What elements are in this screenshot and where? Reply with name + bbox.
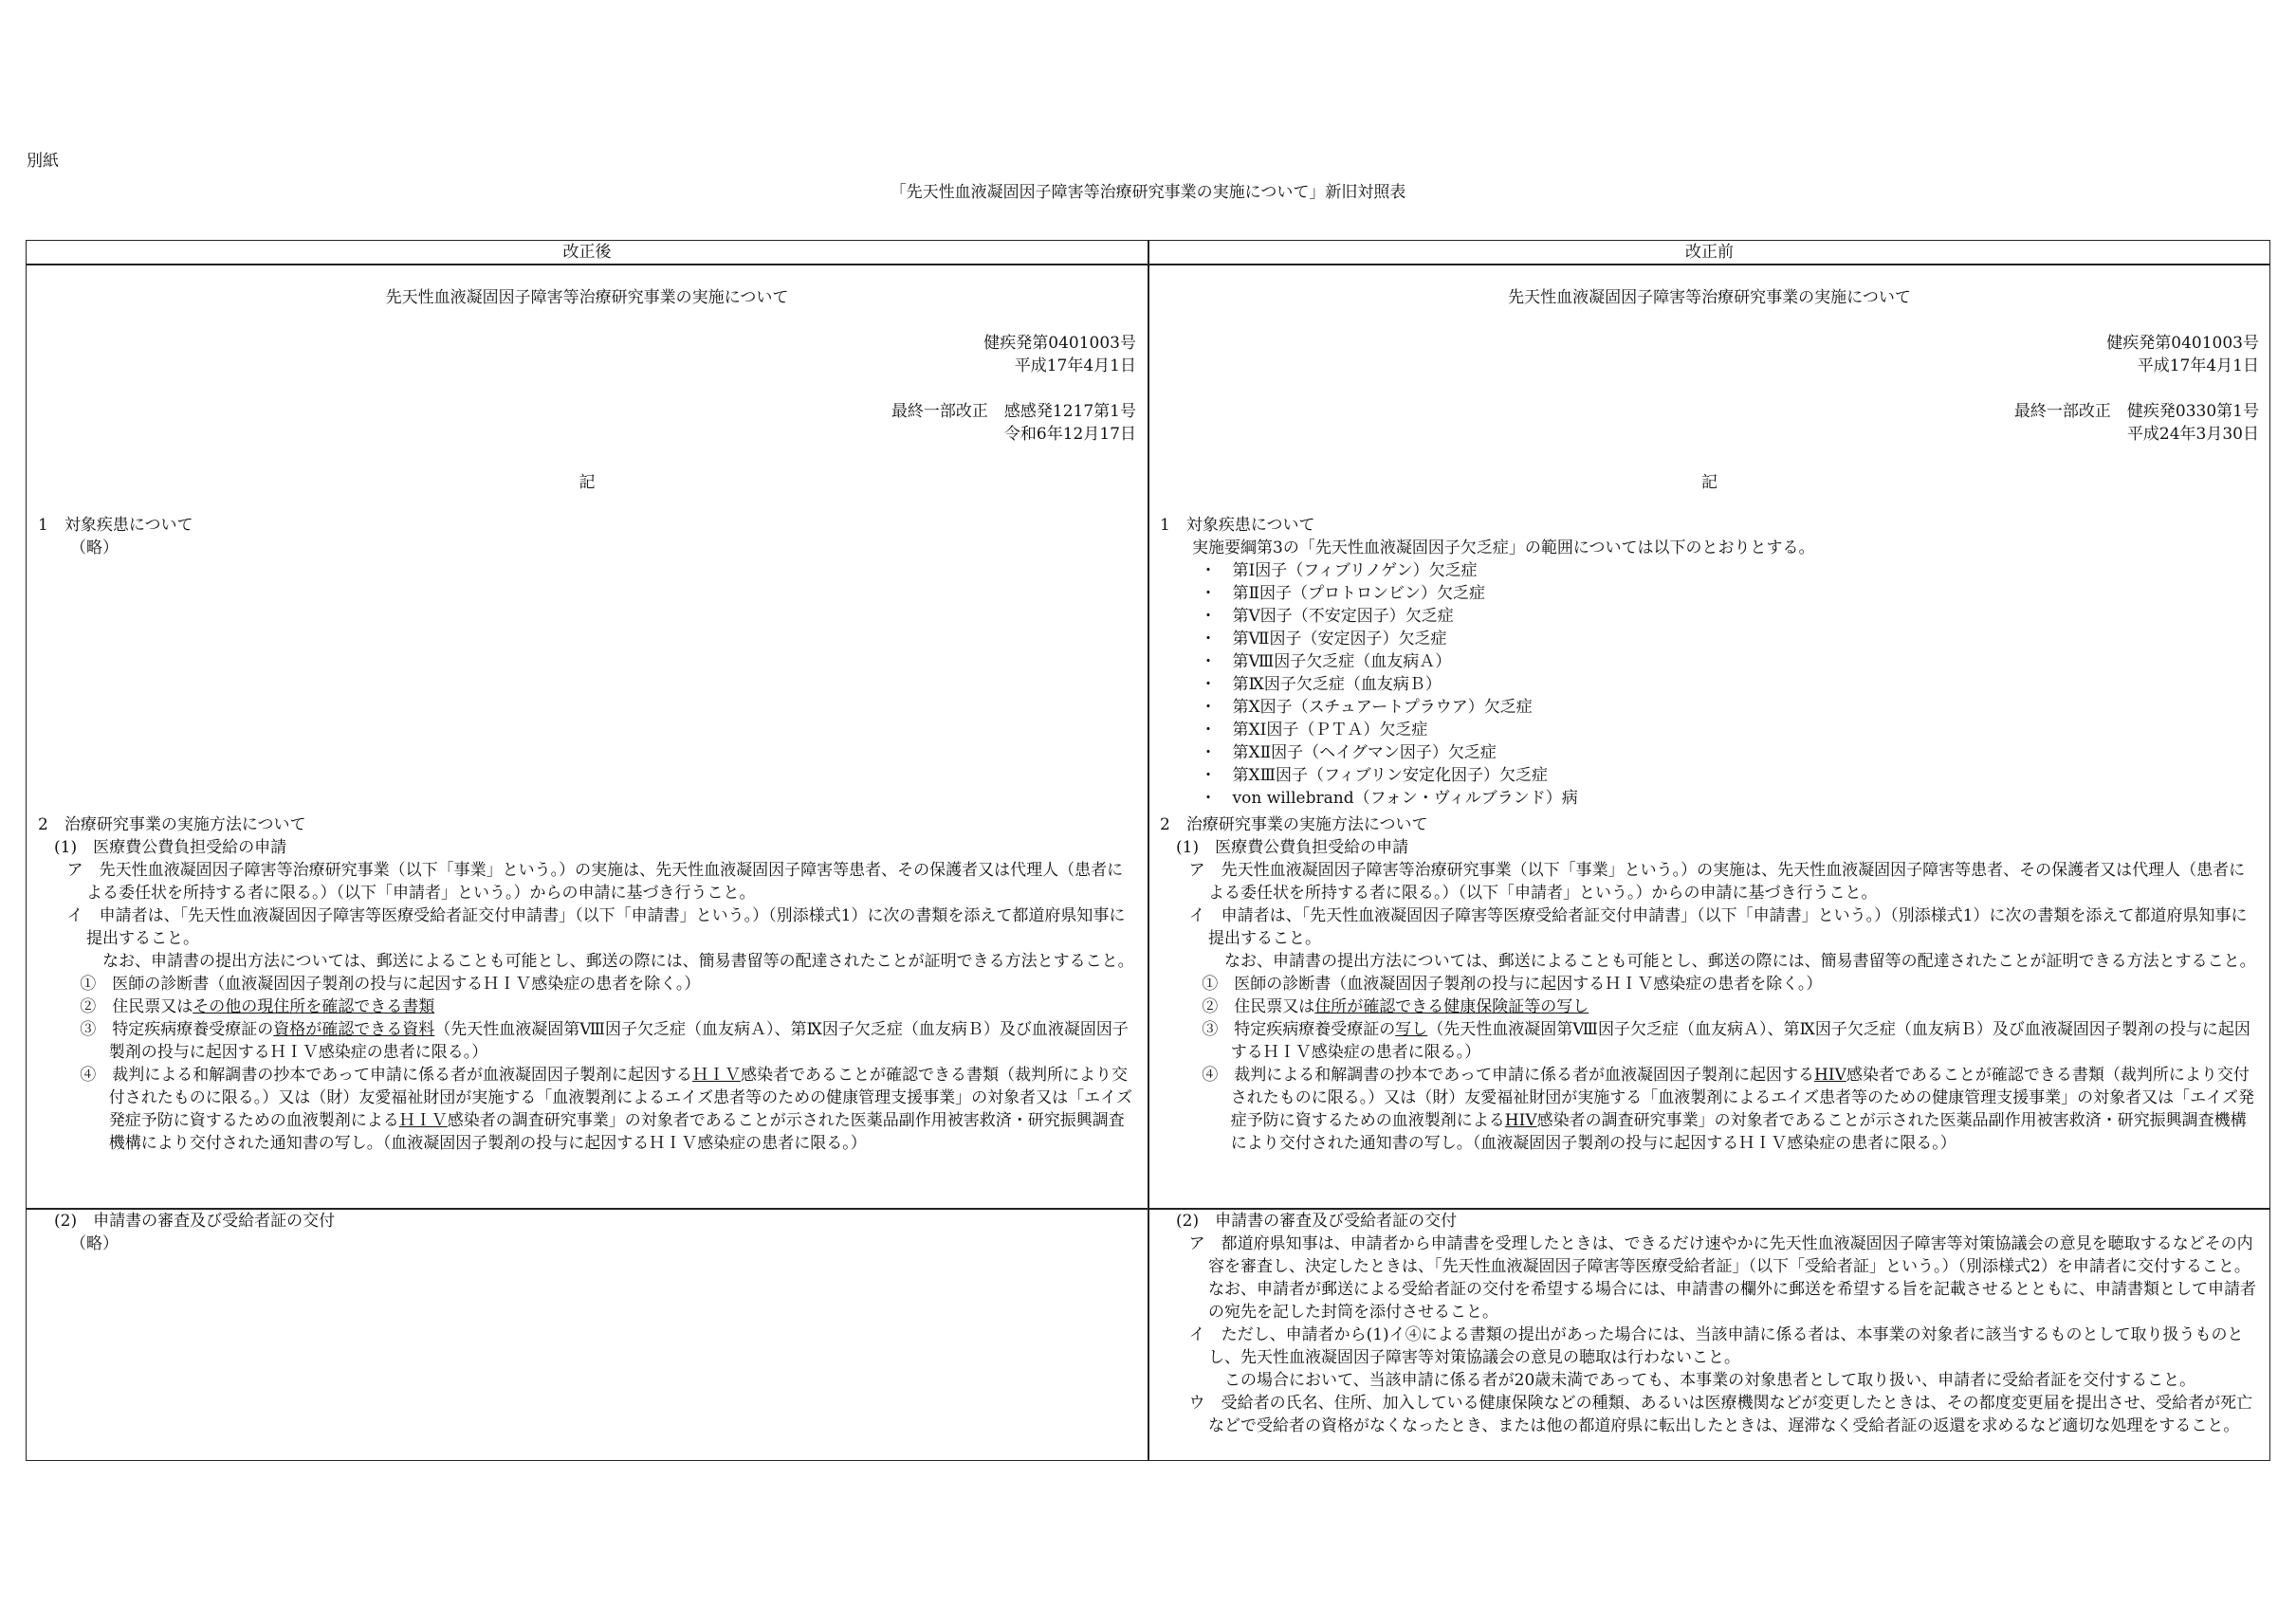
notice-number-block-after	[983, 332, 1136, 377]
subsection-2-before	[1160, 1210, 2259, 1437]
para-note: なお、申請書の提出方法については、郵送によることも可能とし、郵送の際には、簡易書留等の配達されたことが証明できる方法とすること。	[1224, 952, 2256, 971]
section-1-title: 1 対象疾患について	[38, 516, 193, 535]
column-before	[1148, 241, 2270, 1460]
page-label: 別紙	[27, 152, 59, 171]
subsection-1-title: (1) 医療費公費負担受給の申請	[1176, 838, 1409, 857]
disease-item: ・ von willebrand（フォン・ヴィルブランド）病	[1160, 787, 2259, 810]
section-2-after	[38, 813, 1136, 1155]
notice-number: 健疾発第0401003号	[983, 334, 1136, 353]
last-revision-date: 平成24年3月30日	[2126, 425, 2259, 444]
last-revision-label: 最終一部改正	[2013, 402, 2111, 421]
last-revision-block-before	[2014, 400, 2259, 446]
notice-title-before: 先天性血液凝固因子障害等治療研究事業の実施について	[1508, 288, 1911, 307]
para-i: イ ただし、申請者から(1)イ④による書類の提出があった場合には、当該申請に係る者は、本事業の対象者に該当するものとして取り扱うものとし、先天性血液凝固因子障害等対策協議会の意見の聴取は行わないこと。	[1188, 1325, 2244, 1367]
para-a: ア 都道府県知事は、申請者から申請書を受理したときは、できるだけ速やかに先天性血液凝固因子障害等対策協議会の意見を聴取するなどその内容を審査し、決定したときは、「先天性血液凝固因子障害等医療受給者証」（以下「受給者証」という。）（別添様式2）を申請者に交付すること。なお、申請者が郵送による受給者証の交付を希望する場合には、申請書の欄外に郵送を希望する旨を記載させるとともに、申請書類として申請者の宛先を記した封筒を添付させること。	[1188, 1234, 2256, 1322]
section-1-after	[38, 514, 1136, 559]
section-1-intro: 実施要綱第3の「先天性血液凝固因子欠乏症」の範囲については以下のとおりとする。	[1192, 539, 1815, 557]
disease-item: ・ 第Ⅷ因子欠乏症（血友病Ａ）	[1160, 650, 2259, 673]
disease-list	[1160, 559, 2259, 810]
item-4: ④ 裁判による和解調書の抄本であって申請に係る者が血液凝固因子製剤に起因するＨＩＶ感染者であることが確認できる書類（裁判所により交付されたものに限る。）又は（財）友愛福祉財団が実施する「血液製剤によるエイズ患者等のための健康管理支援事業」の対象者又は「エイズ発症予防に資するための血液製剤によるＨＩＶ感染者の調査研究事業」の対象者であることが示された医薬品副作用被害救済・研究振興調査機構により交付された通知書の写し。（血液凝固因子製剤の投与に起因するＨＩＶ感染症の患者に限る。）	[80, 1066, 1132, 1153]
item-2: ② 住民票又はその他の現住所を確認できる書類	[80, 997, 435, 1016]
para-a: ア 先天性血液凝固因子障害等治療研究事業（以下「事業」という。）の実施は、先天性血液凝固因子障害等患者、その保護者又は代理人（患者による委任状を所持する者に限る。）（以下「申請者」という。）からの申請に基づき行うこと。	[1188, 861, 2246, 903]
last-revision-label: 最終一部改正	[891, 402, 988, 421]
para-i: イ 申請者は、「先天性血液凝固因子障害等医療受給者証交付申請書」（以下「申請書」という。）（別添様式1）に次の書類を添えて都道府県知事に提出すること。	[1188, 906, 2248, 948]
section-1-before	[1160, 514, 2259, 810]
subsection-2-after	[38, 1210, 1136, 1255]
item-1: ① 医師の診断書（血液凝固因子製剤の投与に起因するＨＩＶ感染症の患者を除く。）	[1202, 975, 1823, 994]
item-3: ③ 特定疾病療養受療証の写し（先天性血液凝固第Ⅷ因子欠乏症（血友病Ａ）、第Ⅸ因子欠乏症（血友病Ｂ）及び血液凝固因子製剤の投与に起因するＨＩＶ感染症の患者に限る。）	[1202, 1020, 2250, 1062]
notice-date: 平成17年4月1日	[1014, 356, 1136, 375]
section-2-title: 2 治療研究事業の実施方法について	[1160, 815, 1428, 834]
item-4: ④ 裁判による和解調書の抄本であって申請に係る者が血液凝固因子製剤に起因するHIV感染者であることが確認できる書類（裁判所により交付されたものに限る。）又は（財）友愛福祉財団が実施する「血液製剤によるエイズ患者等のための健康管理支援事業」の対象者又は「エイズ発症予防に資するための血液製剤によるHIV感染者の調査研究事業」の対象者であることが示された医薬品副作用被害救済・研究振興調査機構により交付された通知書の写し。（血液凝固因子製剤の投与に起因するＨＩＶ感染症の患者に限る。）	[1202, 1066, 2254, 1153]
notice-title-after: 先天性血液凝固因子障害等治療研究事業の実施について	[385, 288, 789, 307]
last-revision-block-after	[891, 400, 1136, 446]
section-1-omitted: （略）	[70, 539, 119, 557]
notice-number: 健疾発第0401003号	[2106, 334, 2259, 353]
disease-item: ・ 第Ⅶ因子（安定因子）欠乏症	[1160, 628, 2259, 650]
item-3: ③ 特定疾病療養受療証の資格が確認できる資料（先天性血液凝固第Ⅷ因子欠乏症（血友病Ａ）、第Ⅸ因子欠乏症（血友病Ｂ）及び血液凝固因子製剤の投与に起因するＨＩＶ感染症の患者に限る。）	[80, 1020, 1129, 1062]
subsection-2-omitted: （略）	[70, 1234, 119, 1253]
para-note: なお、申請書の提出方法については、郵送によることも可能とし、郵送の際には、簡易書留等の配達されたことが証明できる方法とすること。	[102, 952, 1134, 971]
ki-heading: 記	[1701, 473, 1717, 492]
column-heading-after: 改正後	[562, 243, 612, 262]
notice-date: 平成17年4月1日	[2137, 356, 2259, 375]
disease-item: ・ 第Ⅸ因子欠乏症（血友病Ｂ）	[1160, 673, 2259, 696]
item-1: ① 医師の診断書（血液凝固因子製剤の投与に起因するＨＩＶ感染症の患者を除く。）	[80, 975, 701, 994]
column-after	[27, 241, 1148, 1460]
section-2-before	[1160, 813, 2259, 1155]
disease-item: ・ 第ⅩⅠ因子（ＰＴＡ）欠乏症	[1160, 719, 2259, 741]
item-2: ② 住民票又は住所が確認できる健康保険証等の写し	[1202, 997, 1589, 1016]
ki-heading: 記	[579, 473, 596, 492]
section-2-title: 2 治療研究事業の実施方法について	[38, 815, 306, 834]
disease-item: ・ 第Ⅱ因子（プロトロンビン）欠乏症	[1160, 582, 2259, 605]
section-1-title: 1 対象疾患について	[1160, 516, 1315, 535]
disease-item: ・ 第Ⅴ因子（不安定因子）欠乏症	[1160, 605, 2259, 628]
para-u: ウ 受給者の氏名、住所、加入している健康保険などの種類、あるいは医療機関などが変更したときは、その都度変更届を提出させ、受給者が死亡などで受給者の資格がなくなったとき、または他の都道府県に転出したときは、遅滞なく受給者証の返還を求めるなど適切な処理をすること。	[1188, 1394, 2253, 1435]
para-a: ア 先天性血液凝固因子障害等治療研究事業（以下「事業」という。）の実施は、先天性血液凝固因子障害等患者、その保護者又は代理人（患者による委任状を所持する者に限る。）（以下「申請者」という。）からの申請に基づき行うこと。	[66, 861, 1124, 903]
para-i-note: この場合において、当該申請に係る者が20歳未満であっても、本事業の対象患者として取り扱い、申請者に受給者証を交付すること。	[1224, 1371, 2196, 1390]
disease-item: ・ 第Ⅹ因子（スチュアートプラウア）欠乏症	[1160, 696, 2259, 719]
disease-item: ・ 第ⅩⅢ因子（フィブリン安定化因子）欠乏症	[1160, 764, 2259, 787]
notice-number-block-before	[2106, 332, 2259, 377]
last-revision-number: 健疾発0330第1号	[2126, 402, 2259, 421]
subsection-2-title: (2) 申請書の審査及び受給者証の交付	[54, 1212, 336, 1231]
column-heading-before: 改正前	[1685, 243, 1734, 262]
comparison-table	[26, 240, 2270, 1461]
disease-item: ・ 第ⅩⅡ因子（ヘイグマン因子）欠乏症	[1160, 741, 2259, 764]
document-title: 「先天性血液凝固因子障害等治療研究事業の実施について」新旧対照表	[890, 183, 1406, 202]
last-revision-number: 感感発1217第1号	[1003, 402, 1136, 421]
para-i: イ 申請者は、「先天性血液凝固因子障害等医療受給者証交付申請書」（以下「申請書」という。）（別添様式1）に次の書類を添えて都道府県知事に提出すること。	[66, 906, 1126, 948]
subsection-2-title: (2) 申請書の審査及び受給者証の交付	[1176, 1212, 1458, 1231]
subsection-1-title: (1) 医療費公費負担受給の申請	[54, 838, 287, 857]
disease-item: ・ 第Ⅰ因子（フィブリノゲン）欠乏症	[1160, 559, 2259, 582]
last-revision-date: 令和6年12月17日	[1003, 425, 1136, 444]
